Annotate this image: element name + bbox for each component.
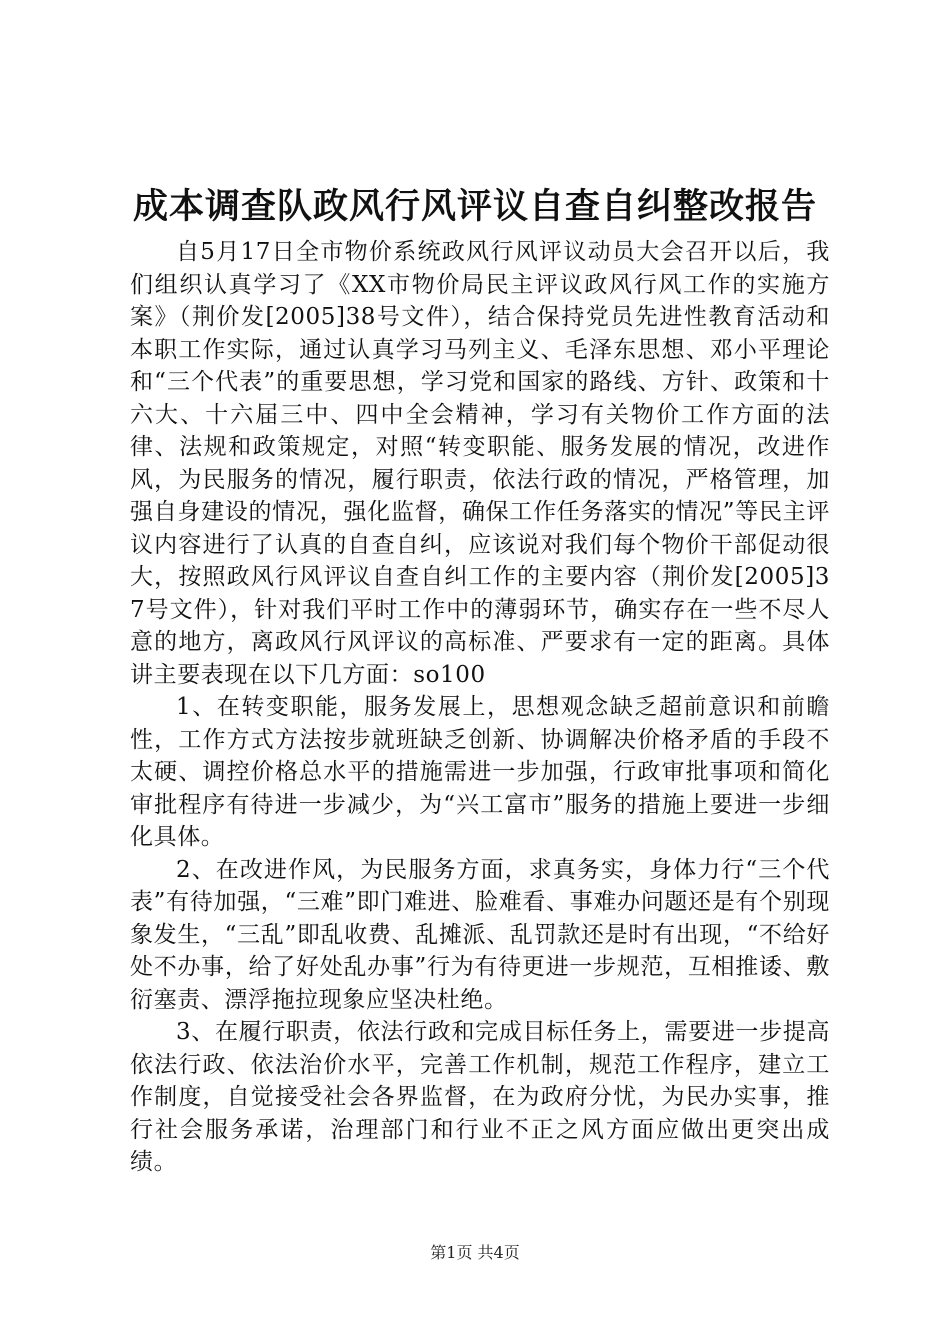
page-number-footer: 第1页 共4页 bbox=[430, 1243, 520, 1262]
intro-paragraph: 自5月17日全市物价系统政风行风评议动员大会召开以后，我们组织认真学习了《XX市物价局民主评议政风行风工作的实施方案》（荆价发[2005]38号文件），结合保持党员先进性教育活动和本职工作实际，通过认真学习马列主义、毛泽东思想、邓小平理论和“三个代表”的重要思想，学习党和国家的路线、方针、政策和十六大、十六届三中、四中全会精神，学习有关物价工作方面的法律、法规和政策规定，对照“转变职能、服务发展的情况，改进作风，为民服务的情况，履行职责，依法行政的情况，严格管理，加强自身建设的情况，强化监督，确保工作任务落实的情况”等民主评议内容进行了认真的自查自纠，应该说对我们每个物价干部促动很大，按照政风行风评议自查自纠工作的主要内容（荆价发[2005]37号文件），针对我们平时工作中的薄弱环节，确实存在一些不尽人意的地方，离政风行风评议的高标准、严要求有一定的距离。具体讲主要表现在以下几方面：so100 bbox=[130, 239, 830, 688]
item-3-paragraph: 3、在履行职责，依法行政和完成目标任务上，需要进一步提高依法行政、依法治价水平，完善工作机制，规范工作程序，建立工作制度，自觉接受社会各界监督，在为政府分忧，为民办实事，推行社会服务承诺，治理部门和行业不正之风方面应做出更突出成绩。 bbox=[130, 1019, 830, 1175]
document-title: 成本调查队政风行风评议自查自纠整改报告 bbox=[132, 186, 817, 227]
document-body bbox=[130, 236, 830, 1179]
item-2-paragraph: 2、在改进作风，为民服务方面，求真务实，身体力行“三个代表”有待加强，“三难”即门难进、脸难看、事难办问题还是有个别现象发生，“三乱”即乱收费、乱摊派、乱罚款还是时有出现，“不给好处不办事，给了好处乱办事”行为有待更进一步规范，互相推诿、敷衍塞责、漂浮拖拉现象应坚决杜绝。 bbox=[130, 856, 830, 1013]
item-1-paragraph: 1、在转变职能，服务发展上，思想观念缺乏超前意识和前瞻性，工作方式方法按步就班缺乏创新、协调解决价格矛盾的手段不太硬、调控价格总水平的措施需进一步加强，行政审批事项和简化审批程序有待进一步减少，为“兴工富市”服务的措施上要进一步细化具体。 bbox=[130, 694, 830, 850]
